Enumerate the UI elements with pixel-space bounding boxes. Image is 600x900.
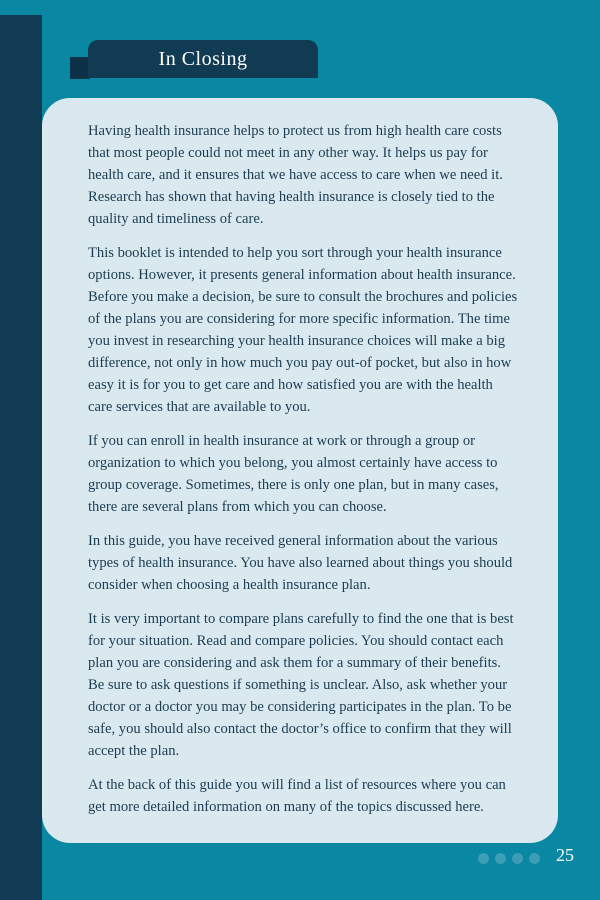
page-number: 25 [556, 845, 574, 865]
paragraph: If you can enroll in health insurance at work or through a group or organization to which you belong, you almost certainly have access to group coverage. Sometimes, there is only one plan, but in many cases, there are several plans from which you can choose. [88, 433, 499, 515]
pagination-dots [478, 853, 540, 864]
paragraph: This booklet is intended to help you sort through your health insurance options. However, it presents general information about health insurance. Before you make a decision, be sure to consult the brochures and policies of the plans you are considering for more specific information. The time you invest in researching your health insurance choices will make a big difference, not only in how much you pay out-of pocket, but also in how easy it is for you to get care and how satisfied you are with the health care services that are available to you. [88, 245, 518, 415]
left-accent-bar [0, 15, 42, 900]
pagination-dot [529, 853, 540, 864]
pagination-dot [478, 853, 489, 864]
section-tab-label: In Closing [158, 47, 248, 70]
pagination-dot [512, 853, 523, 864]
content-card [42, 98, 558, 843]
paragraph: Having health insurance helps to protect us from high health care costs that most people could not meet in any other way. It helps us pay for health care, and it ensures that we have access to care when we need it. Research has shown that having health insurance is closely tied to the quality and timeliness of care. [88, 123, 503, 227]
paragraph: It is very important to compare plans carefully to find the one that is best for your situation. Read and compare policies. You should contact each plan you are considering and ask them for a summary of their benefits. Be sure to ask questions if something is unclear. Also, ask whether your doctor or a doctor you may be considering participates in the plan. To be safe, you should also contact the doctor’s office to confirm that they will accept the plan. [88, 611, 514, 759]
section-tab [88, 40, 318, 78]
paragraph: At the back of this guide you will find a list of resources where you can get more detailed information on many of the topics discussed here. [88, 777, 506, 815]
pagination-dot [495, 853, 506, 864]
tab-fold-shadow [70, 57, 90, 79]
paragraph: In this guide, you have received general information about the various types of health insurance. You have also learned about things you should consider when choosing a health insurance plan. [88, 533, 513, 593]
